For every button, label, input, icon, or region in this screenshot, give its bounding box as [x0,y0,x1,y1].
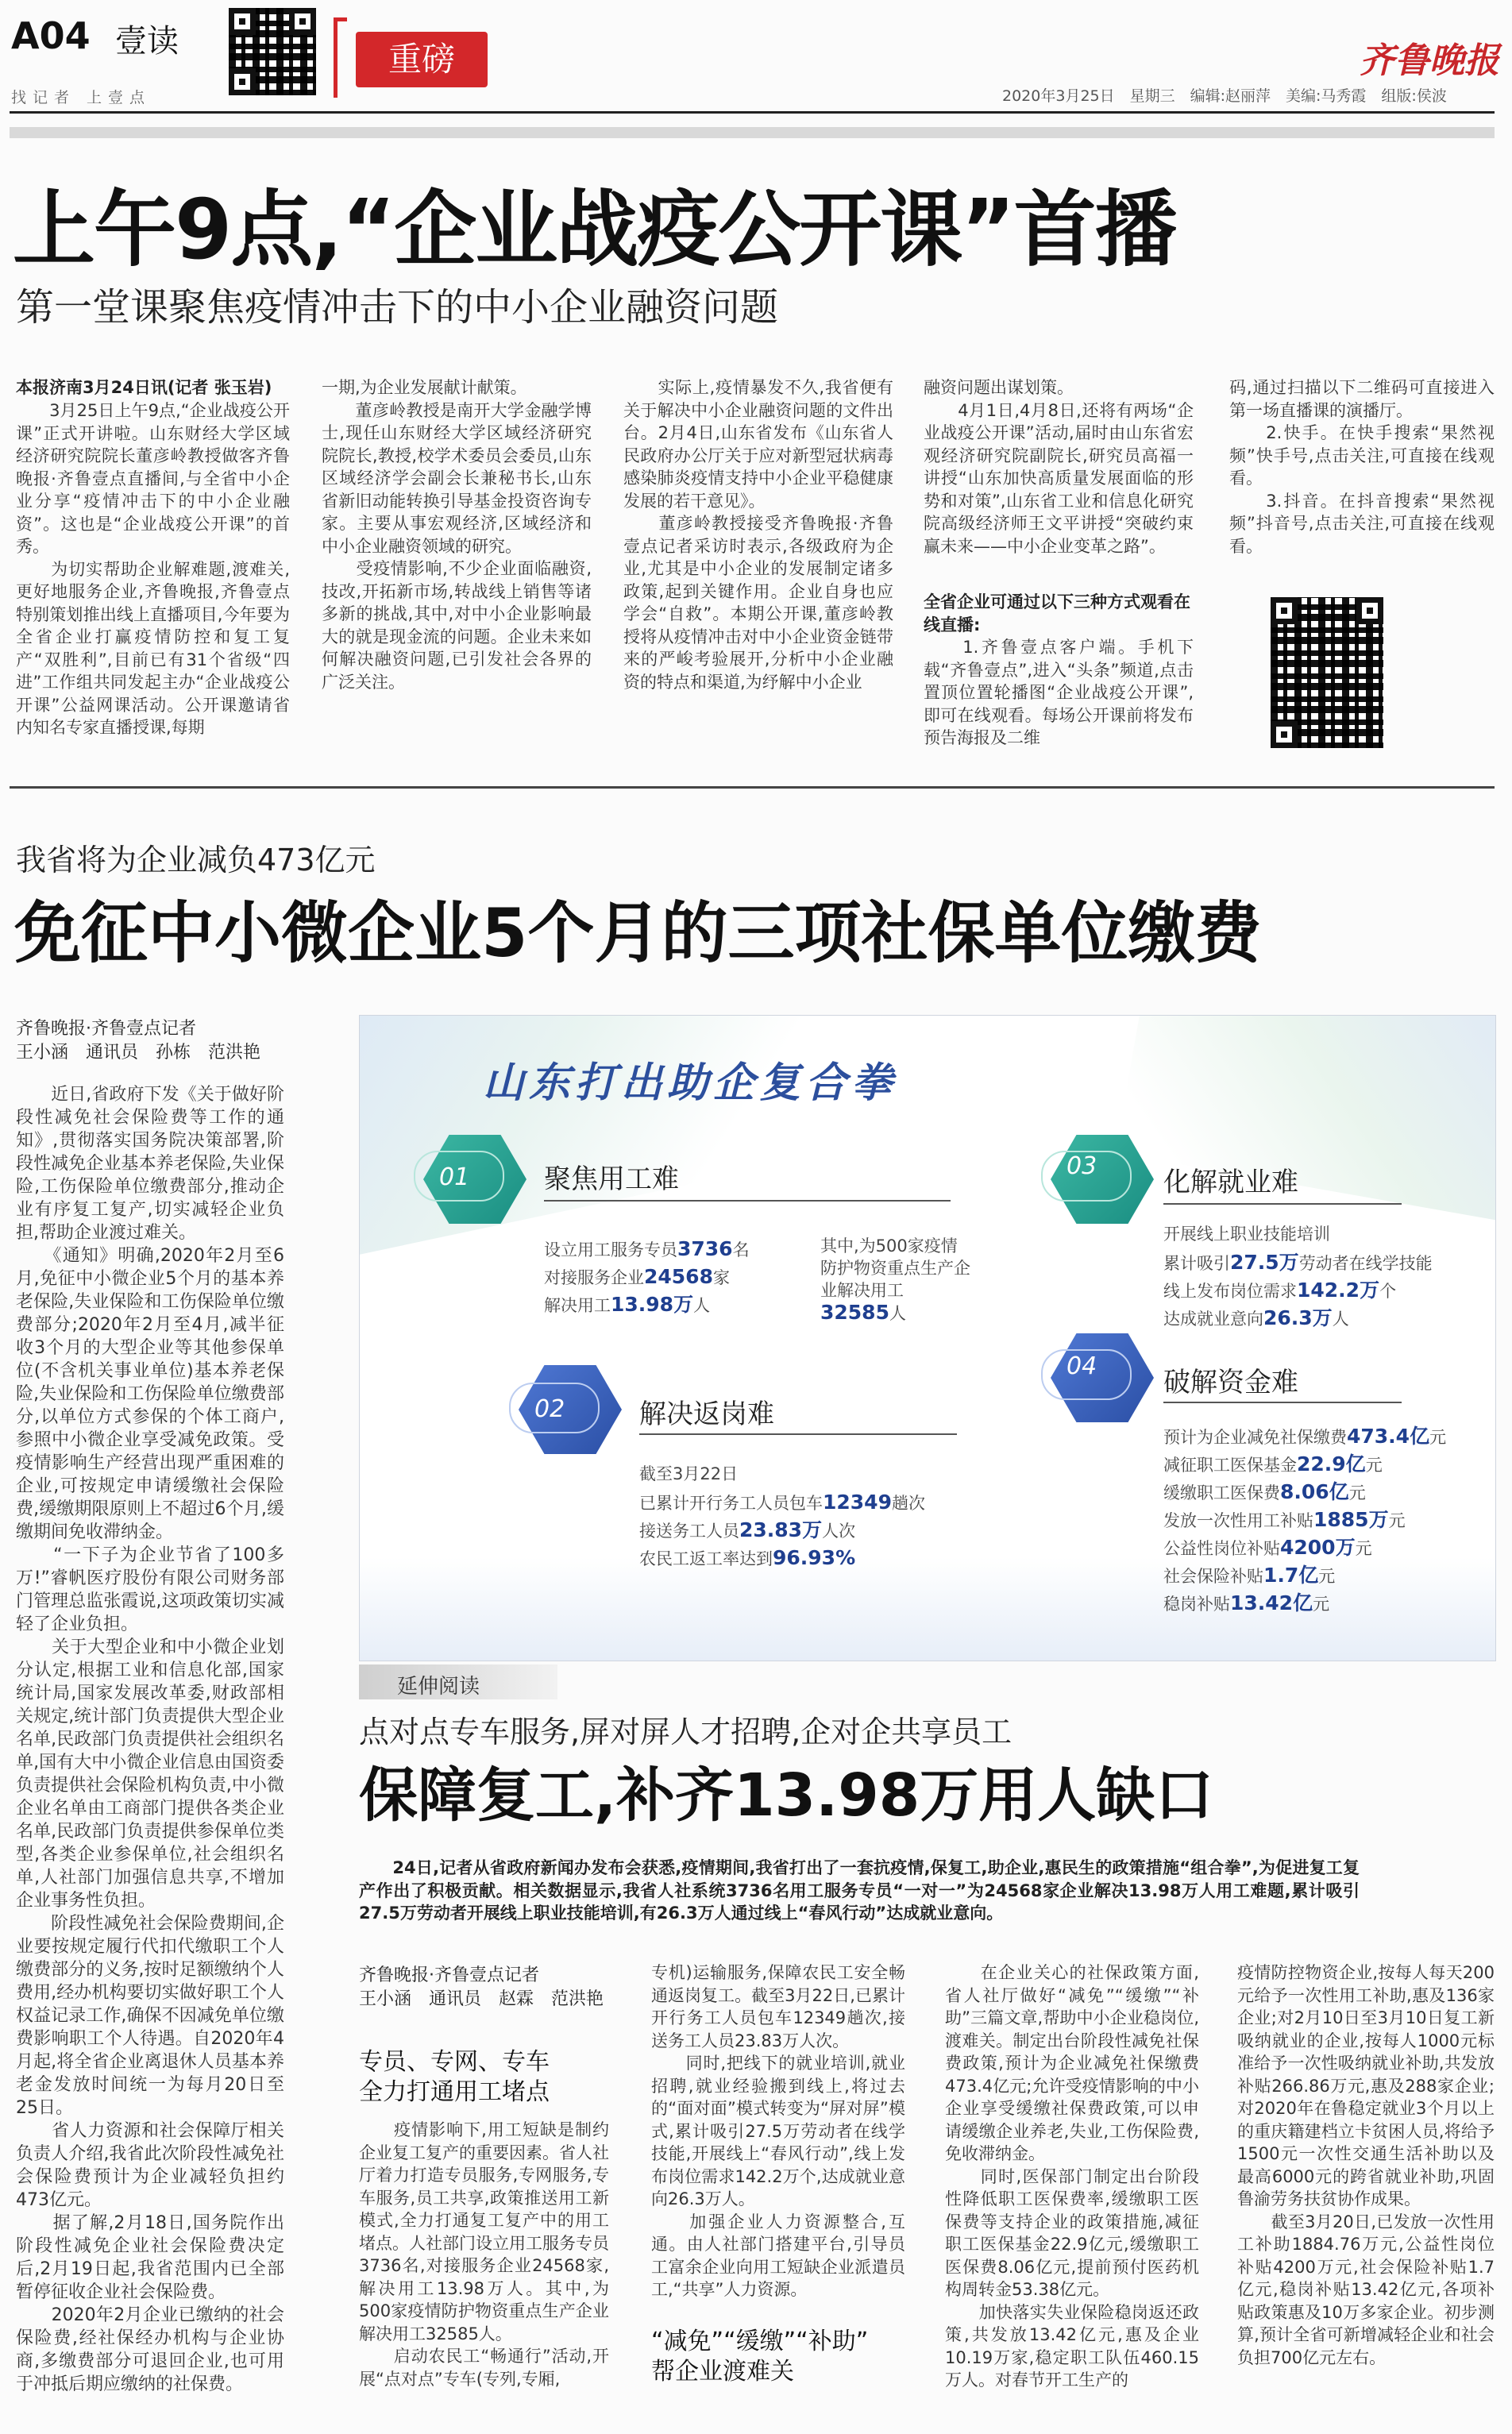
stat-figure: 22.9亿 [1297,1452,1366,1475]
page-number: A04 [11,14,91,57]
story1-col3: 实际上,疫情暴发不久,我省便有关于解决中小企业融资问题的文件出台。2月4日,山东省发布《山东省人民政府办公厅关于应对新型冠状病毒感染肺炎疫情支持中小企业平稳健康发展的若干意见》。 董彦岭教授接受齐鲁晚报·齐鲁壹点记者采访时表示,各级政府为企业,尤其是中小企业的发展制定诸多政策,起到关键作用。企业自身也应学会“自救”。本期公开课,董彦岭教授将从疫情冲击对中小企业资金链带来的严峻考验展开,分析中小企业融资的特点和渠道,为纾解中小企业 [623,378,893,692]
card4-stat-6: 社会保险补贴1.7亿元 [1163,1564,1336,1587]
card3-stat-4: 达成就业意向26.3万人 [1163,1306,1349,1329]
stat-figure: 27.5万 [1230,1251,1299,1274]
infographic-panel [359,1015,1496,1661]
card2-underline [639,1433,957,1435]
stat-figure: 13.98万 [611,1293,694,1316]
card3-number: 03 [1066,1152,1097,1180]
live-room-qr-icon[interactable] [1271,597,1383,748]
card1-stat-2: 对接服务企业24568家 [544,1265,730,1288]
stat-figure: 13.42亿 [1230,1591,1313,1614]
card1-number: 01 [439,1163,470,1191]
header-meta: 2020年3月25日 星期三 编辑:赵丽萍 美编:马秀霞 组版:侯波 [1002,87,1447,105]
stat-figure: 473.4亿 [1347,1425,1430,1448]
story3-lead: 24日,记者从省政府新闻办发布会获悉,疫情期间,我省打出了一套抗疫情,保复工,助企业,惠民生的政策措施“组合拳”,为促进复工复产作出了积极贡献。相关数据显示,我省人社系统3736名用工服务专员“一对一”为24568家企业解决13.98万人用工难题,累计吸引27.5万劳动者开展线上职业技能培训,有26.3万人通过线上“春风行动”达成就业意向。 [359,1858,1360,1923]
story3-col3: 在企业关心的社保政策方面,省人社厅做好“减免”“缓缴”“补助”三篇文章,帮助中小企业稳岗位,渡难关。制定出台阶段性减免社保费政策,预计为企业减免社保缴费473.4亿元;允许受疫情影响的中小企业享受缓缴社保费政策,可以申请缓缴企业养老,失业,工伤保险费,免收滞纳金。 同时,医保部门制定出台阶段性降低职工医保费率,缓缴职工医保费等支持企业的政策措施,减征职工医保基金22.9亿元,缓缴职工医保费8.06亿元,提前预付医药机构周转金53.38亿元。 加快落实失业保险稳岗返还政策,共发放13.42亿元,惠及企业10.19万家,稳定职工队伍460.15万人。对春节开工生产的 [945,1963,1199,2390]
stat-figure: 12349 [823,1491,892,1514]
story1-byline: 本报济南3月24日讯(记者 张玉岩) [16,378,272,397]
stat-figure: 1885万 [1313,1508,1389,1531]
stat-figure: 8.06亿 [1280,1480,1349,1503]
story2-byline-1: 齐鲁晚报·齐鲁壹点记者 [16,1019,196,1039]
story2-kicker: 我省将为企业减负473亿元 [16,843,376,878]
infographic-title: 山东打出助企复合拳 [483,1059,898,1107]
card1-stat-3: 解决用工13.98万人 [544,1293,711,1316]
card1-title: 聚焦用工难 [544,1163,679,1195]
stat-figure: 32585 [820,1301,889,1324]
story2-body: 近日,省政府下发《关于做好阶段性减免社会保险费等工作的通知》,贯彻落实国务院决策部署,阶段性减免企业基本养老保险,失业保险,工伤保险单位缴费部分,推动企业有序复工复产,切实减轻企业负担,帮助企业渡过难关。 《通知》明确,2020年2月至6月,免征中小微企业5个月的基本养老保险,失业保险和工伤保险单位缴费部分;2020年2月至4月,减半征收3个月的大型企业等其他参保单位(不含机关事业单位)基本养老保险,失业保险和工伤保险单位缴费部分,以单位方式参保的个体工商户,参照中小微企业享受减免政策。受疫情影响生产经营出现严重困难的企业,可按规定申请缓缴社会保险费,缓缴期限原则上不超过6个月,缓缴期间免收滞纳金。 “一下子为企业节省了100多万!”睿帆医疗股份有限公司财务部门管理总监张霞说,这项政策切实减轻了企业负担。 关于大型企业和中小微企业划分认定,根据工业和信息化部,国家统计局,国家发展改革委,财政部相关规定,统计部门负责提供大型企业名单,民政部门负责提供社会组织名单,国有大中小微企业信息由国资委负责提供社会保险机构负责,中小微企业名单由工商部门提供各类企业名单,民政部门负责提供参保单位类型,各类企业参保单位,社会组织名单,人社部门加强信息共享,不增加企业事务性负担。 阶段性减免社会保险费期间,企业要按规定履行代扣代缴职工个人缴费部分的义务,按时足额缴纳个人费用,经办机构要切实做好职工个人权益记录工作,确保不因减免单位缴费影响职工个人待遇。自2020年4月起,将全省企业离退休人员基本养老金发放时间统一为每月20日至25日。 省人力资源和社会保障厅相关负责人介绍,我省此次阶段性减免社会保险费预计为企业减轻负担约473亿元。 据了解,2月18日,国务院作出阶段性减免企业社会保险费决定后,2月19日起,我省范围内已全部暂停征收企业社会保险费。 2020年2月企业已缴纳的社会保险费,经社保经办机构与企业协商,多缴费部分可退回企业,也可用于冲抵后期应缴纳的社保费。 [16,1085,284,2394]
card1-side-stat: 其中,为500家疫情防护物资重点生产企业解决用工32585人 [820,1236,970,1324]
section-tag: 重磅 [356,32,488,87]
stat-figure: 23.83万 [739,1518,823,1541]
card4-stat-1: 预计为企业减免社保缴费473.4亿元 [1163,1425,1447,1448]
tag-bracket [334,17,347,98]
header-rule-thin [10,127,1495,138]
card4-title: 破解资金难 [1163,1367,1298,1398]
card3-title: 化解就业难 [1163,1167,1298,1198]
card2-title: 解决返岗难 [639,1398,774,1430]
stat-figure: 1.7亿 [1263,1564,1319,1587]
story1-col1: 3月25日上午9点,“企业战疫公开课”正式开讲啦。山东财经大学区域经济研究院院长董彦岭教授做客齐鲁晚报·齐鲁壹点直播间,与全省中小企业分享“疫情冲击下的中小企业融资”。这也是“企业战疫公开课”的首秀。 为切实帮助企业解难题,渡难关,更好地服务企业,齐鲁晚报,齐鲁壹点特别策划推出线上直播项目,今年要为全省企业打赢疫情防控和复工复产“双胜利”,目前已有31个省级“四进”工作组共同发起主办“企业战疫公开课”公益网课活动。公开课邀请省内知名专家直播授课,每期 [16,401,290,737]
story3-col2a: 专机)运输服务,保障农民工安全畅通返岗复工。截至3月22日,已累计开行务工人员包车12349趟次,接送务工人员23.83万人次。 同时,把线下的就业培训,就业招聘,就业经验搬到线上,将过去的“面对面”模式转变为“屏对屏”模式,累计吸引27.5万劳动者在线学技能,开展线上“春风行动”,线上发布岗位需求142.2万个,达成就业意向26.3万人。 加强企业人力资源整合,互通。由人社部门搭建平台,引导员工富余企业向用工短缺企业派遣员工,“共享”人力资源。 [651,1963,905,2299]
story1-subhead: 第一堂课聚焦疫情冲击下的中小企业融资问题 [16,285,779,330]
card3-underline [1163,1203,1402,1205]
story1-col4b: 1.齐鲁壹点客户端。手机下载“齐鲁壹点”,进入“头条”频道,点击置顶位置轮播图“企业战疫公开课”,即可在线观看。每场公开课前将发布预告海报及二维 [924,638,1194,747]
card3-stat-2: 累计吸引27.5万劳动者在线学技能 [1163,1251,1433,1274]
card4-underline [1163,1402,1402,1403]
story3-tag: 延伸阅读 [397,1675,480,1699]
story2-byline-2: 王小涵 通讯员 孙栋 范洪艳 [16,1043,261,1063]
card4-number: 04 [1066,1352,1097,1380]
story1-col4-bold: 全省企业可通过以下三种方式观看在线直播: [924,592,1190,635]
card1-underline [544,1200,951,1202]
stat-figure: 3736 [677,1237,733,1260]
card2-stat-3: 接送务工人员23.83万人次 [639,1518,856,1541]
story3-col1: 疫情影响下,用工短缺是制约企业复工复产的重要因素。省人社厅着力打造专员服务,专网服务,专车服务,员工共享,政策推送用工新模式,全力打通复工复产中的用工堵点。人社部门设立用工服务专员3736名,对接服务企业24568家,解决用工13.98万人。其中,为500家疫情防护物资重点生产企业解决用工32585人。 启动农民工“畅通行”活动,开展“点对点”专车(专列,专厢, [359,2120,609,2389]
card4-stat-3: 缓缴职工医保费8.06亿元 [1163,1480,1366,1503]
card4-stat-5: 公益性岗位补贴4200万元 [1163,1536,1372,1559]
story1-col2: 一期,为企业发展献计献策。 董彦岭教授是南开大学金融学博士,现任山东财经大学区域经济研究院院长,教授,校学术委员会委员,山东区域经济学会副会长兼秘书长,山东省新旧动能转换引导基金投资咨询专家。主要从事宏观经济,区域经济和中小企业融资领域的研究。 受疫情影响,不少企业面临融资,技改,开拓新市场,转战线上销售等诸多新的挑战,其中,对中小企业影响最大的就是现金流的问题。企业未来如何解决融资问题,已引发社会各界的广泛关注。 [322,378,592,692]
card3-stat-3: 线上发布岗位需求142.2万个 [1163,1279,1397,1302]
section-slogan: 找记者 上壹点 [11,89,152,106]
story1-col4a: 融资问题出谋划策。 4月1日,4月8日,还将有两场“企业战疫公开课”活动,届时由山东省宏观经济研究院副院长,研究员高福一讲授“山东加快高质量发展面临的形势和对策”,山东省工业和信息化研究院高级经济师王文平讲授“突破约束赢未来——中小企业变革之路”。 [924,378,1194,556]
stat-figure: 96.93% [773,1546,856,1569]
stat-figure: 24568 [644,1265,713,1288]
newspaper-logo: 齐鲁晚报 [1360,41,1499,81]
card2-number: 02 [534,1395,565,1423]
story3-kicker: 点对点专车服务,屏对屏人才招聘,企对企共享员工 [359,1715,1012,1749]
story1-headline: 上午9点,“企业战疫公开课”首播 [13,181,1176,278]
header-rule [10,111,1495,114]
story3-byline-2: 王小涵 通讯员 赵霖 范洪艳 [359,1989,604,2009]
story3-byline-1: 齐鲁晚报·齐鲁壹点记者 [359,1965,539,1985]
stat-figure: 142.2万 [1297,1279,1380,1302]
card2-stat-2: 已累计开行务工人员包车12349趟次 [639,1491,925,1514]
story3-headline: 保障复工,补齐13.98万用人缺口 [359,1761,1214,1830]
story2-headline: 免征中小微企业5个月的三项社保单位缴费 [14,894,1262,972]
divider-story1 [10,786,1495,789]
story3-subhead-2: “减免”“缓缴”“补助” 帮企业渡难关 [651,2328,869,2386]
card4-stat-4: 发放一次性用工补贴1885万元 [1163,1508,1406,1531]
stat-figure: 26.3万 [1263,1306,1333,1329]
stat-figure: 4200万 [1280,1536,1356,1559]
story3-col4: 疫情防控物资企业,按每人每天200元给予一次性用工补助,惠及136家企业;对2月10日至3月10日复工新吸纳就业的企业,按每人1000元标准给予一次性吸纳就业补助,共发放补贴266.86万元,惠及288家企业;对2020年在鲁稳定就业3个月以上的重庆籍建档立卡贫困人员,将给予1500元一次性交通生活补助以及最高6000元的跨省就业补助,巩固鲁渝劳务扶贫协作成果。 截至3月20日,已发放一次性用工补助1884.76万元,公益性岗位补贴4200万元,社会保险补贴1.7亿元,稳岗补贴13.42亿元,各项补贴政策惠及10万多家企业。初步测算,预计全省可新增减轻企业和社会负担700亿元左右。 [1237,1963,1495,2367]
card4-stat-2: 减征职工医保基金22.9亿元 [1163,1452,1383,1475]
qr-code-icon[interactable] [229,8,316,95]
card4-stat-7: 稳岗补贴13.42亿元 [1163,1591,1330,1614]
card2-stat-1: 截至3月22日 [639,1464,739,1483]
card2-stat-4: 农民工返工率达到96.93% [639,1546,856,1569]
card3-stat-1: 开展线上职业技能培训 [1163,1225,1330,1244]
story1-col5: 码,通过扫描以下二维码可直接进入第一场直播课的演播厅。 2.快手。在快手搜索“果然视频”快手号,点击关注,可直接在线观看。 3.抖音。在抖音搜索“果然视频”抖音号,点击关注,可直接在线观看。 [1229,378,1495,556]
section-name: 壹读 [115,23,179,60]
card1-stat-1: 设立用工服务专员3736名 [544,1237,750,1260]
story3-subhead-1: 专员、专网、专车 全力打通用工堵点 [359,2048,550,2106]
